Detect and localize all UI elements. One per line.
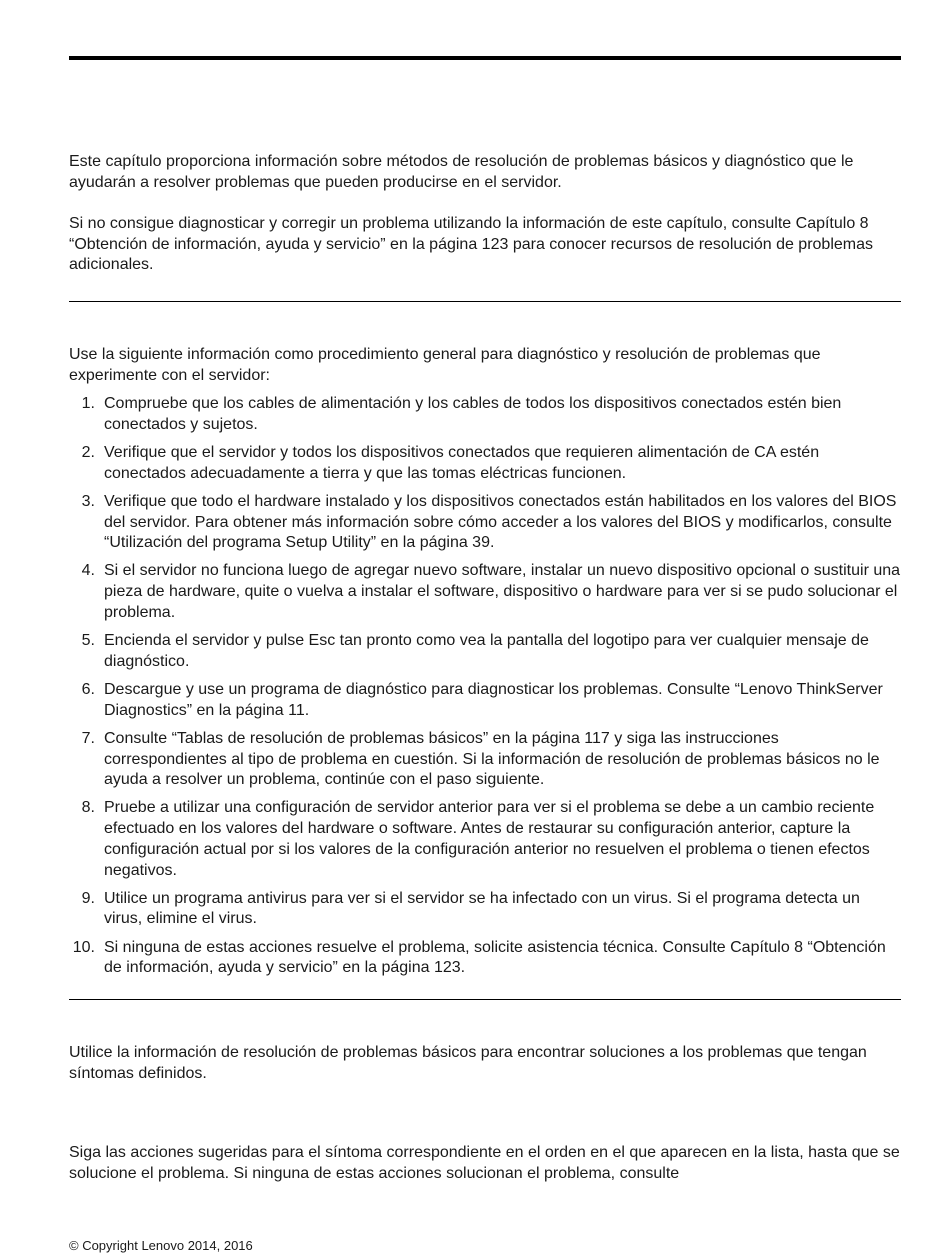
basic-troubleshooting-paragraph-1: Utilice la información de resolución de problemas básicos para encontrar soluciones a los problemas que tengan síntomas definidos. [69, 1044, 867, 1082]
procedure-step [69, 729, 901, 791]
procedure-step [69, 938, 901, 979]
chapter-top-rule [69, 56, 901, 60]
copyright-footer: © Copyright Lenovo 2014, 2016 [69, 1238, 253, 1253]
procedure-step [69, 680, 901, 721]
procedure-step [69, 889, 901, 930]
procedure-step [69, 394, 901, 435]
step-number: 4. [81, 562, 95, 580]
step-text: Verifique que el servidor y todos los dispositivos conectados que requieren alimentación de CA estén conectados adecuadamente a tierra y que las tomas eléctricas funcionen. [104, 443, 820, 482]
step-text: Encienda el servidor y pulse Esc tan pronto como vea la pantalla del logotipo para ver cualquier mensaje de diagnóstico. [104, 632, 869, 670]
step-number: 10. [72, 938, 95, 956]
step-text: Si el servidor no funciona luego de agregar nuevo software, instalar un nuevo dispositivo opcional o sustituir una pieza de hardware, quite o vuelva a instalar el software, dispositivo o hardware para ver si se pudo solucionar el problema. [104, 562, 901, 621]
step-text: Descargue y use un programa de diagnóstico para diagnosticar los problemas. Consulte “Lenovo ThinkServer Diagnostics” en la página 11. [104, 680, 883, 719]
step-text: Consulte “Tablas de resolución de problemas básicos” en la página 117 y siga las instrucciones correspondientes al tipo de problema en cuestión. Si la información de resolución de problemas básicos no le ayuda a resolver un problema, continúe con el paso siguiente. [104, 729, 880, 789]
step-number: 6. [81, 680, 95, 698]
intro-paragraph-1: Este capítulo proporciona información sobre métodos de resolución de problemas básicos y diagnóstico que le ayudarán a resolver problemas que pueden producirse en el servidor. [69, 153, 854, 191]
step-number: 8. [81, 799, 95, 817]
step-number: 1. [81, 395, 95, 412]
section-divider-2 [69, 999, 901, 1000]
step-text: Pruebe a utilizar una configuración de servidor anterior para ver si el problema se debe a un cambio reciente efectuado en los valores del hardware o software. Antes de restaurar su configuración anterior, capture la configuración actual por si los valores de la configuración anterior no resuelven el problema o tienen efectos negativos. [104, 799, 875, 879]
step-number: 2. [81, 443, 95, 461]
intro-paragraph-2: Si no consigue diagnosticar y corregir un problema utilizando la información de este capítulo, consulte Capítulo 8 “Obtención de información, ayuda y servicio” en la página 123 para conocer recursos de resolución de problemas adicionales. [69, 215, 874, 274]
step-text: Si ninguna de estas acciones resuelve el problema, solicite asistencia técnica. Consulte Capítulo 8 “Obtención de información, ayuda y servicio” en la página 123. [104, 938, 886, 977]
step-number: 9. [81, 889, 95, 907]
step-number: 3. [81, 492, 95, 510]
procedure-step [69, 443, 901, 484]
procedure-steps-list [69, 394, 901, 987]
step-number: 5. [81, 632, 95, 650]
step-text: Verifique que todo el hardware instalado y los dispositivos conectados están habilitados en los valores del BIOS del servidor. Para obtener más información sobre cómo acceder a los valores del BIOS y modificarlos, consulte “Utilización del programa Setup Utility” en la página 39. [104, 492, 897, 552]
procedure-intro: Use la siguiente información como procedimiento general para diagnóstico y resolución de problemas que experimente con el servidor: [69, 346, 821, 384]
procedure-step [69, 798, 901, 881]
step-number: 7. [81, 729, 95, 747]
step-text: Compruebe que los cables de alimentación y los cables de todos los dispositivos conectados estén bien conectados y sujetos. [104, 395, 842, 433]
procedure-step [69, 631, 901, 672]
procedure-step [69, 561, 901, 623]
basic-troubleshooting-paragraph-2: Siga las acciones sugeridas para el síntoma correspondiente en el orden en el que aparecen en la lista, hasta que se solucione el problema. Si ninguna de estas acciones solucionan el problema, consulte [69, 1144, 900, 1182]
step-text: Utilice un programa antivirus para ver si el servidor se ha infectado con un virus. Si el programa detecta un virus, elimine el virus. [104, 889, 860, 928]
section-divider-1 [69, 301, 901, 302]
procedure-step [69, 492, 901, 554]
